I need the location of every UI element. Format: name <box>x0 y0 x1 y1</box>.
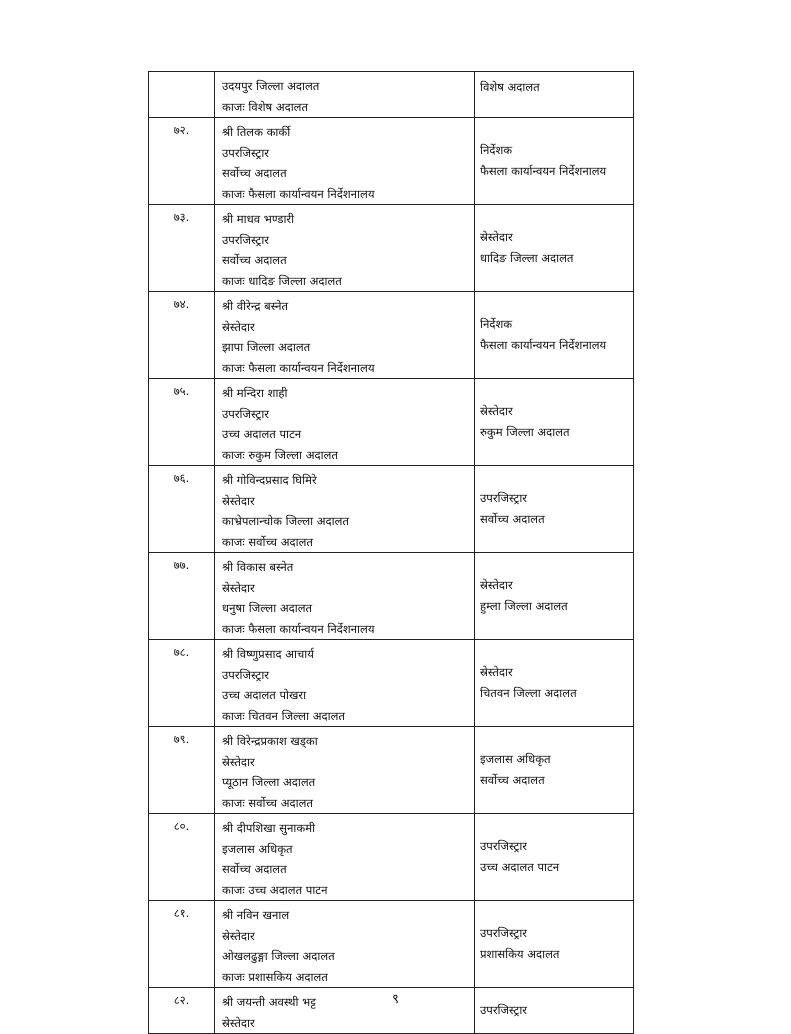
new-posting <box>475 814 634 901</box>
detail-line: काजः फैसला कार्यान्वयन निर्देशनालय <box>222 360 375 375</box>
detail-line: श्री जयन्ती अवस्थी भट्ट <box>222 995 316 1009</box>
new-posting-line: सर्वोच्च अदालत <box>480 773 545 787</box>
detail-line: उदयपुर जिल्ला अदालत <box>222 79 320 93</box>
detail-line: श्री मन्दिरा शाही <box>222 386 288 400</box>
serial-number: ७५. <box>149 379 215 466</box>
table-row <box>149 814 634 901</box>
detail-line: काजः सर्वोच्च अदालत <box>222 534 313 549</box>
employee-details <box>215 901 475 988</box>
new-posting <box>475 727 634 814</box>
detail-line: उच्च अदालत पाटन <box>222 427 302 441</box>
new-posting-line: चितवन जिल्ला अदालत <box>480 686 577 700</box>
detail-line: झापा जिल्ला अदालत <box>222 340 311 354</box>
page-number: ९ <box>392 992 399 1007</box>
new-posting <box>475 292 634 379</box>
detail-line: श्री गोविन्दप्रसाद घिमिरे <box>222 473 317 487</box>
detail-line: स्रेस्तेदार <box>222 1015 255 1030</box>
detail-line: श्री विकास बस्नेत <box>222 560 294 574</box>
serial-number: ७४. <box>149 292 215 379</box>
employee-details <box>215 379 475 466</box>
detail-line: ओखलढुङ्गा जिल्ला अदालत <box>222 949 335 963</box>
new-posting <box>475 640 634 727</box>
new-posting <box>475 553 634 640</box>
detail-line: काजः चितवन जिल्ला अदालत <box>222 708 345 723</box>
detail-line: स्रेस्तेदार <box>222 493 255 508</box>
detail-line: स्रेस्तेदार <box>222 928 255 943</box>
table-body <box>149 72 634 1034</box>
new-posting-line: सर्वोच्च अदालत <box>480 512 545 526</box>
serial-number: ७६. <box>149 466 215 553</box>
employee-details <box>215 727 475 814</box>
detail-line: श्री विरेन्द्रप्रकाश खड्का <box>222 734 318 748</box>
detail-line: श्री दीपशिखा सुनाकमी <box>222 821 316 835</box>
new-posting-line: प्रशासकिय अदालत <box>480 947 560 961</box>
serial-number: ७७. <box>149 553 215 640</box>
detail-line: स्रेस्तेदार <box>222 754 255 769</box>
employee-details <box>215 814 475 901</box>
serial-number: ७२. <box>149 118 215 205</box>
detail-line: प्यूठान जिल्ला अदालत <box>222 775 316 789</box>
detail-line: काजः उच्च अदालत पाटन <box>222 882 328 897</box>
employee-details <box>215 205 475 292</box>
new-posting <box>475 205 634 292</box>
new-posting-line: इजलास अधिकृत <box>480 752 551 766</box>
detail-line: श्री विष्णुप्रसाद आचार्य <box>222 647 314 661</box>
new-posting <box>475 72 634 118</box>
detail-line: उपरजिस्ट्रार <box>222 232 270 247</box>
employee-details <box>215 640 475 727</box>
new-posting-line: फैसला कार्यान्वयन निर्देशनालय <box>480 338 607 352</box>
new-posting-line: स्रेस्तेदार <box>480 665 513 679</box>
detail-line: काजः विशेष अदालत <box>222 99 309 114</box>
new-posting <box>475 901 634 988</box>
table-row <box>149 292 634 379</box>
new-posting-line: उपरजिस्ट्रार <box>480 1003 528 1017</box>
employee-details <box>215 466 475 553</box>
transfer-table <box>148 71 634 1034</box>
new-posting-line: धादिङ जिल्ला अदालत <box>480 251 574 265</box>
detail-line: श्री नविन खनाल <box>222 908 290 922</box>
table-row <box>149 118 634 205</box>
table-row <box>149 553 634 640</box>
detail-line: श्री माधव भण्डारी <box>222 212 295 226</box>
serial-number: ८१. <box>149 901 215 988</box>
serial-number: ८०. <box>149 814 215 901</box>
detail-line: स्रेस्तेदार <box>222 580 255 595</box>
table-row <box>149 640 634 727</box>
detail-line: उपरजिस्ट्रार <box>222 667 270 682</box>
detail-line: धनुषा जिल्ला अदालत <box>222 601 313 615</box>
new-posting-line: विशेष अदालत <box>480 80 540 94</box>
new-posting-line: उच्च अदालत पाटन <box>480 860 560 874</box>
serial-number: ८२. <box>149 988 215 1034</box>
new-posting-line: निर्देशक <box>480 143 513 157</box>
detail-line: काजः रुकुम जिल्ला अदालत <box>222 447 338 462</box>
new-posting-line: रुकुम जिल्ला अदालत <box>480 425 570 439</box>
detail-line: उच्च अदालत पोखरा <box>222 688 307 702</box>
detail-line: सर्वोच्च अदालत <box>222 253 287 267</box>
employee-details <box>215 72 475 118</box>
detail-line: काजः फैसला कार्यान्वयन निर्देशनालय <box>222 186 375 201</box>
detail-line: काजः प्रशासकिय अदालत <box>222 969 328 984</box>
employee-details <box>215 553 475 640</box>
new-posting <box>475 379 634 466</box>
detail-line: श्री तिलक कार्की <box>222 125 291 139</box>
detail-line: स्रेस्तेदार <box>222 319 255 334</box>
table-row <box>149 466 634 553</box>
table-row <box>149 72 634 118</box>
new-posting-line: उपरजिस्ट्रार <box>480 839 528 853</box>
detail-line: सर्वोच्च अदालत <box>222 166 287 180</box>
new-posting-line: फैसला कार्यान्वयन निर्देशनालय <box>480 164 607 178</box>
table-row <box>149 901 634 988</box>
new-posting-line: स्रेस्तेदार <box>480 230 513 244</box>
table-row <box>149 379 634 466</box>
detail-line: काजः फैसला कार्यान्वयन निर्देशनालय <box>222 621 375 636</box>
serial-number: ७९. <box>149 727 215 814</box>
detail-line: श्री वीरेन्द्र बस्नेत <box>222 299 289 313</box>
new-posting-line: हुम्ला जिल्ला अदालत <box>480 599 568 613</box>
new-posting-line: उपरजिस्ट्रार <box>480 491 528 505</box>
detail-line: सर्वोच्च अदालत <box>222 862 287 876</box>
new-posting <box>475 118 634 205</box>
detail-line: उपरजिस्ट्रार <box>222 145 270 160</box>
new-posting-line: उपरजिस्ट्रार <box>480 926 528 940</box>
detail-line: इजलास अधिकृत <box>222 841 293 856</box>
employee-details <box>215 292 475 379</box>
table-row <box>149 205 634 292</box>
employee-details <box>215 118 475 205</box>
detail-line: काजः सर्वोच्च अदालत <box>222 795 313 810</box>
detail-line: काभ्रेपलान्चोक जिल्ला अदालत <box>222 514 349 528</box>
serial-number: ७३. <box>149 205 215 292</box>
serial-number: ७८. <box>149 640 215 727</box>
new-posting-line: स्रेस्तेदार <box>480 404 513 418</box>
new-posting-line: स्रेस्तेदार <box>480 578 513 592</box>
table-row <box>149 727 634 814</box>
new-posting <box>475 466 634 553</box>
detail-line: उपरजिस्ट्रार <box>222 406 270 421</box>
detail-line: काजः धादिङ जिल्ला अदालत <box>222 273 342 288</box>
new-posting-line: निर्देशक <box>480 317 513 331</box>
serial-number <box>149 72 215 118</box>
